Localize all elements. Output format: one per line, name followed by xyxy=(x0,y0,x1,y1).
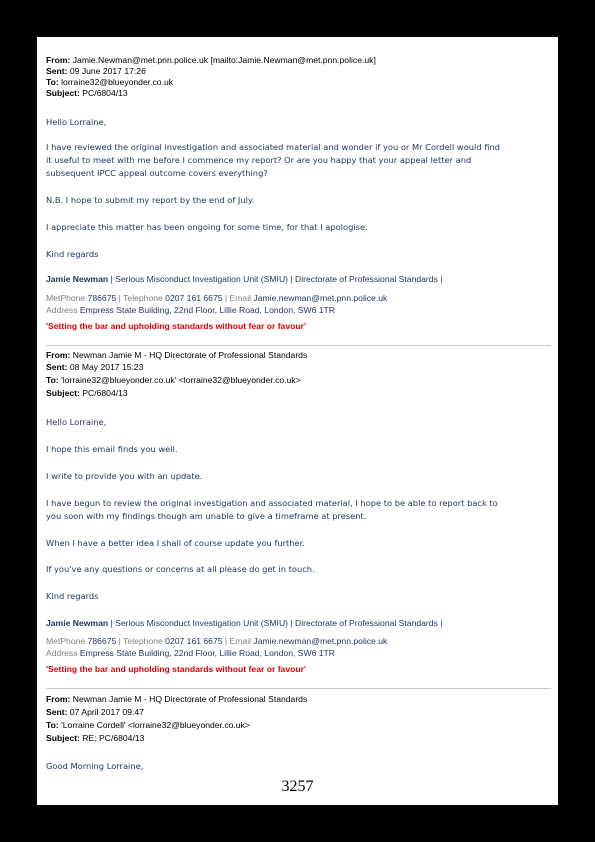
signature1-contacts: MetPhone 786675 | Telephone 0207 161 6675 | Email Jamie.newman@met.pnn.police.uk xyxy=(46,293,388,303)
email1-closing: Kind regards xyxy=(46,249,99,259)
email1-sent-value: 09 June 2017 17:26 xyxy=(69,66,146,76)
signature2-telephone: 0207 161 6675 xyxy=(165,636,223,646)
email2-subject: Subject: PC/6804/13 xyxy=(46,388,128,398)
email1-paragraph-1-line-2: it useful to meet with me before I commence my report? Or are you happy that your appeal letter and xyxy=(46,155,472,165)
email2-to: To: 'lorraine32@blueyonder.co.uk' <lorraine32@blueyonder.co.uk> xyxy=(46,375,301,385)
signature1-motto: 'Setting the bar and upholding standards without fear or favour' xyxy=(46,321,306,331)
email1-paragraph-3: I appreciate this matter has been ongoing for some time, for that I apologise. xyxy=(46,222,368,232)
email-separator-2 xyxy=(46,688,551,689)
document-page xyxy=(37,37,558,805)
signature1-address: Address Empress State Building, 22nd Floor, Lillie Road, London, SW6 1TR xyxy=(46,305,336,315)
signature1-name: Jamie Newman xyxy=(46,274,109,284)
signature1-email: Jamie.newman@met.pnn.police.uk xyxy=(253,293,388,303)
signature2-contacts: MetPhone 786675 | Telephone 0207 161 6675 | Email Jamie.newman@met.pnn.police.uk xyxy=(46,636,388,646)
email1-paragraph-2: N.B. I hope to submit my report by the end of July. xyxy=(46,195,255,205)
email2-greeting: Hello Lorraine, xyxy=(46,417,107,427)
email2-paragraph-4: When I have a better idea I shall of course update you further. xyxy=(46,538,305,548)
page-number: 3257 xyxy=(281,778,314,795)
email3-sent: Sent: 07 April 2017 09:47 xyxy=(46,707,144,717)
email3-to-value: 'Lorraine Cordell' <lorraine32@blueyonder.co.uk> xyxy=(61,720,250,730)
email2-subject-value: PC/6804/13 xyxy=(82,388,128,398)
email2-paragraph-3-line-2: you soon with my findings though am unable to give a timeframe at present. xyxy=(46,511,367,521)
email2-closing: Kind regards xyxy=(46,591,99,601)
email2-paragraph-5: If you've any questions or concerns at all please do get in touch. xyxy=(46,564,315,574)
email2-sent-value: 08 May 2017 15:23 xyxy=(69,362,144,372)
email3-subject: Subject: RE: PC/6804/13 xyxy=(46,733,145,743)
signature2-name: Jamie Newman xyxy=(46,618,109,628)
email2-from-value: Newman Jamie M - HQ Directorate of Professional Standards xyxy=(72,350,308,360)
email3-from: From: Newman Jamie M - HQ Directorate of Professional Standards xyxy=(46,694,308,704)
signature1-telephone: 0207 161 6675 xyxy=(165,293,223,303)
signature2-motto: 'Setting the bar and upholding standards without fear or favour' xyxy=(46,664,306,674)
email1-subject-value: PC/6804/13 xyxy=(82,88,128,98)
email2-paragraph-1: I hope this email finds you well. xyxy=(46,444,178,454)
email2-to-value: 'lorraine32@blueyonder.co.uk' <lorraine32@blueyonder.co.uk> xyxy=(61,375,301,385)
email3-to: To: 'Lorraine Cordell' <lorraine32@blueyonder.co.uk> xyxy=(46,720,250,730)
email1-to-value: lorraine32@blueyonder.co.uk xyxy=(61,77,174,87)
email3-subject-value: RE: PC/6804/13 xyxy=(82,733,145,743)
signature2-line xyxy=(46,618,442,629)
signature2-metphone: 786675 xyxy=(87,636,117,646)
signature1-line xyxy=(46,274,442,285)
email2-paragraph-3-line-1: I have begun to review the original investigation and associated material, I hope to be able to report back to xyxy=(46,498,498,508)
email1-subject: Subject: PC/6804/13 xyxy=(46,88,128,98)
signature2-unit: | Serious Misconduct Investigation Unit (SMIU) | Directorate of Professional Standards | xyxy=(108,618,443,628)
signature2-email: Jamie.newman@met.pnn.police.uk xyxy=(253,636,388,646)
email2-from: From: Newman Jamie M - HQ Directorate of Professional Standards xyxy=(46,350,308,360)
email1-from: From: Jamie.Newman@met.pnn.police.uk [mailto:Jamie.Newman@met.pnn.police.uk] xyxy=(46,55,376,65)
email1-sent: Sent: 09 June 2017 17:26 xyxy=(46,66,146,76)
email1-paragraph-1-line-3: subsequent IPCC appeal outcome covers everything? xyxy=(46,168,268,178)
email1-paragraph-1-line-1: I have reviewed the original investigation and associated material and wonder if you or Mr Cordell would find xyxy=(46,142,500,152)
email2-paragraph-2: I write to provide you with an update. xyxy=(46,471,203,481)
email2-sent: Sent: 08 May 2017 15:23 xyxy=(46,362,144,372)
signature1-unit: | Serious Misconduct Investigation Unit (SMIU) | Directorate of Professional Standards | xyxy=(108,274,443,284)
email3-from-value: Newman Jamie M - HQ Directorate of Professional Standards xyxy=(72,694,308,704)
email3-sent-value: 07 April 2017 09:47 xyxy=(69,707,144,717)
signature1-metphone: 786675 xyxy=(87,293,117,303)
email1-to: To: lorraine32@blueyonder.co.uk xyxy=(46,77,174,87)
email1-from-value: Jamie.Newman@met.pnn.police.uk [mailto:Jamie.Newman@met.pnn.police.uk] xyxy=(72,55,376,65)
email1-greeting: Hello Lorraine, xyxy=(46,117,107,127)
signature2-address: Address Empress State Building, 22nd Floor, Lillie Road, London, SW6 1TR xyxy=(46,648,336,658)
email-separator-1 xyxy=(46,345,551,346)
email3-greeting: Good Morning Lorraine, xyxy=(46,761,144,771)
